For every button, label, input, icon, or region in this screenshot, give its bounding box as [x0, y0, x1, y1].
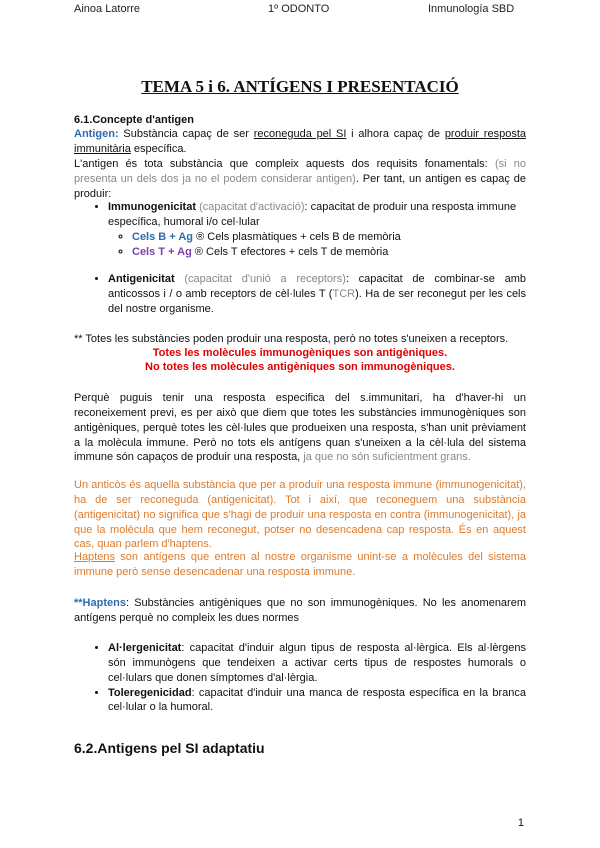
text: : capacitat de combinar-se amb anticossos i / o amb receptors de cèl·lules T ( — [108, 273, 526, 300]
gray-note: ja que no són suficientment grans. — [303, 451, 471, 464]
section-heading-6-2: 6.2.Antigens pel SI adaptatiu — [74, 740, 265, 756]
term: Antigenicitat — [108, 273, 175, 285]
list-item-antigenicity — [108, 272, 526, 317]
underlined-text: reconeguda pel SI — [253, 128, 347, 140]
red-statement-2: No totes les molècules antigèniques son immunogèniques. — [145, 361, 455, 373]
underlined-term: Haptens — [74, 551, 115, 563]
text: son antígens que entren al nostre organisme unint-se a molècules del sistema immune però sense desencadenar una resposta immune. — [74, 551, 526, 578]
paragraph-recognition — [74, 391, 526, 465]
antigen-definition — [74, 127, 526, 157]
term: Toleregenicidad — [108, 686, 192, 699]
header-course: 1º ODONTO — [268, 3, 330, 15]
sub-item-cels-t — [132, 245, 526, 260]
term: Al·lergenicitat — [108, 642, 182, 654]
list-item-allergenicity — [108, 641, 526, 686]
term: Immunogenicitat — [108, 201, 197, 213]
text: Perquè puguis tenir una resposta especifica del s.immunitari, ha d'haver-hi un reconeixement previ, es per això que diem que totes les substàncies immunogèniques son antigèniques, perquè totes les cèl·lules que produeixen una resposta, s'han unit prèviament a la molècula immune. Però no tots els antígens quan s'uneixen a la cèl·lula del sistema immune són capaços de produir una resposta, — [74, 392, 526, 464]
colored-term: Cels T + Ag — [132, 245, 192, 258]
gray-note: (capacitat d'activació) — [196, 201, 305, 213]
sub-item-cels-b — [132, 230, 526, 245]
immunogenicity-list — [74, 200, 526, 259]
red-statement-1: Totes les molècules immunogèniques son antigèniques. — [152, 347, 448, 359]
text: : Substàncies antigèniques que no son immunogèniques. No les anomenarem antígens perquè no compleix les dues normes — [74, 597, 526, 624]
gray-note: (si no presenta un dels dos ja no el podem considerar antigen) — [74, 158, 526, 185]
text: : capacitat d'induir una manca de resposta específica en la branca cel·lular o la humoral. — [108, 686, 526, 714]
antigen-label: Antigen: — [74, 128, 119, 140]
text: Cels T efectores + cels T de memòria — [206, 245, 389, 258]
gray-note: (capacitat d'unió a receptors) — [174, 273, 346, 285]
header-author: Ainoa Latorre — [74, 3, 141, 15]
underlined-text: produir resposta immunitària — [74, 128, 527, 155]
list-item-tolerogenicity — [108, 686, 526, 716]
orange-haptens-paragraph — [74, 550, 526, 580]
arrow: ® — [193, 230, 208, 243]
section-heading-6-1: 6.1.Concepte d'antigen — [74, 114, 194, 126]
note-substances: ** Totes les substàncies poden produir una resposta, però no totes s'uneixen a receptors. — [74, 333, 509, 345]
haptens-definition — [74, 596, 526, 626]
text: : capacitat de produir una resposta immune específica, humoral i/o cel·lular — [108, 201, 517, 228]
page-title: TEMA 5 i 6. ANTÍGENS I PRESENTACIÓ — [141, 77, 459, 96]
haptens-label: **Haptens — [74, 597, 126, 609]
header-subject: Inmunología SBD — [428, 3, 515, 15]
text: . Per tant, un antigen es capaç de produir: — [74, 172, 526, 200]
list-item-immunogenicity — [108, 200, 526, 259]
antigenicity-list — [74, 272, 526, 317]
allergen-tolerance-list — [74, 641, 526, 715]
text: Substància capaç de ser — [118, 128, 254, 140]
text: ). Ha de ser reconegut per les cels del nostre organisme. — [108, 287, 526, 315]
antigen-requirements — [74, 157, 526, 202]
text: i alhora capaç de — [346, 128, 445, 140]
text: Cels plasmàtiques + cels B de memòria — [207, 230, 401, 243]
arrow: ® — [191, 245, 207, 258]
colored-term: Cels B + Ag — [132, 230, 194, 243]
text: específica. — [130, 142, 187, 155]
orange-antibody-paragraph: Un anticòs és aquella substància que per a produir una resposta immune (immunogenicitat), ha de ser reconeguda (antigenicitat). Tot i així, que reconeguem una substància (antigenicitat) no significa que s'hagi de produir una resposta en contra (immunogenicitat), ja que la molècula que hem reconegut, potser no desencadena cap resposta. És en aquest cas, quan parlem d'haptens. — [74, 479, 526, 551]
text: L'antigen és tota substància que compleix aquests dos requisits fonamentals: — [74, 158, 495, 170]
gray-note: TCR — [332, 287, 356, 300]
text: : capacitat d'induir algun tipus de resposta al·lèrgica. Els al·lèrgens són immunògens que tendeixen a activar certs tipus de respostes humorals o cel·lulars que donen símptomes d'al·lèrgia. — [108, 642, 526, 684]
page-number: 1 — [517, 817, 524, 829]
